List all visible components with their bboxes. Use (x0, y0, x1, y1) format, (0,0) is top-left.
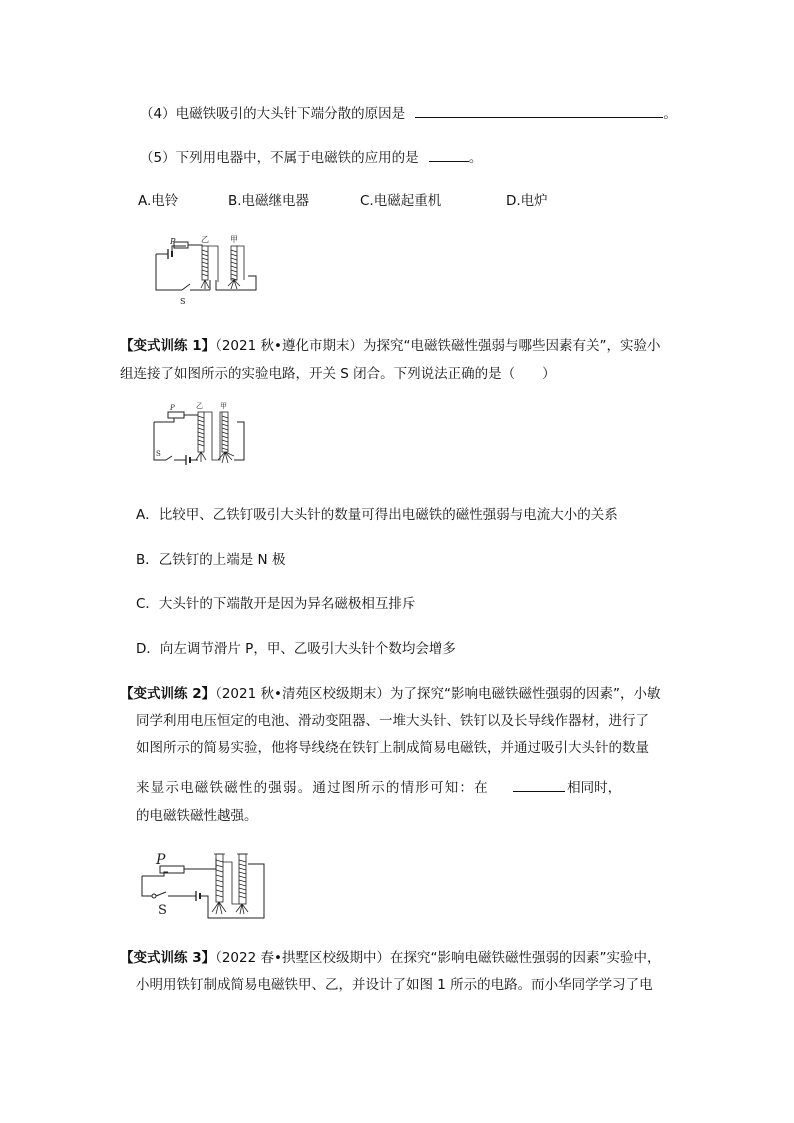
training-2-line-1 (120, 684, 660, 704)
label-yi: 乙 (196, 402, 203, 410)
circuit-figure-2 (140, 400, 260, 478)
training-2-tag: 【变式训练 2】 (120, 686, 216, 702)
label-s: S (180, 297, 186, 306)
label-p: P (170, 237, 176, 246)
training-1-stem: （2021 秋•遵化市期末）为探究“电磁铁磁性强弱与哪些因素有关”，实验小 (215, 338, 661, 354)
label-p: P (156, 852, 166, 868)
question-4-text: （4）电磁铁吸引的大头针下端分散的原因是 (140, 106, 406, 122)
label-p: P (170, 404, 175, 412)
answer-blank (415, 103, 663, 118)
training-3-stem: （2022 春•拱墅区校级期中）在探究“影响电磁铁磁性强弱的因素”实验中， (215, 950, 661, 966)
training-2-line-4 (136, 777, 621, 798)
label-s: S (158, 903, 167, 918)
training-1-option-b: B．乙铁钉的上端是 N 极 (136, 552, 286, 568)
training-3-line-2: 小明用铁钉制成简易电磁铁甲、乙，并设计了如图 1 所示的电路。而小华同学学习了电 (136, 977, 653, 993)
training-2-stem: （2021 秋•清苑区校级期末）为了探究“影响电磁铁磁性强弱的因素”，小敏 (215, 686, 661, 702)
question-4 (140, 103, 677, 124)
q5-option-c: C.电磁起重机 (360, 193, 442, 209)
training-1-tag: 【变式训练 1】 (120, 338, 216, 354)
training-2-line-4-a: 来显示电磁铁磁性的强弱。通过图所示的情形可知：在 (136, 780, 489, 796)
label-jia: 甲 (220, 402, 227, 410)
training-2-line-3: 如图所示的简易实验，他将导线绕在铁钉上制成简易电磁铁，并通过吸引大头针的数量 (136, 740, 649, 756)
training-2-line-4-b: 相同时， (567, 780, 622, 796)
answer-blank (513, 777, 565, 792)
training-1-option-d: D．向左调节滑片 P，甲、乙吸引大头针个数均会增多 (136, 641, 456, 657)
training-1-line-1 (120, 336, 660, 356)
question-5-text: （5）下列用电器中，不属于电磁铁的应用的是 (140, 150, 419, 166)
label-s: S (156, 450, 161, 458)
label-yi: 乙 (201, 235, 209, 244)
circuit-figure-3 (138, 848, 274, 920)
q5-option-d: D.电炉 (506, 193, 548, 209)
label-jia: 甲 (230, 235, 238, 244)
question-4-end: 。 (663, 106, 677, 122)
training-1-option-a: A．比较甲、乙铁钉吸引大头针的数量可得出电磁铁的磁性强弱与电流大小的关系 (136, 507, 618, 523)
q5-option-a: A.电铃 (138, 193, 179, 209)
answer-blank (429, 147, 469, 162)
training-3-tag: 【变式训练 3】 (120, 950, 216, 966)
training-2-line-5: 的电磁铁磁性越强。 (136, 808, 258, 824)
q5-option-b: B.电磁继电器 (228, 193, 310, 209)
question-5-end: 。 (468, 150, 483, 166)
training-1-option-c: C．大头针的下端散开是因为异名磁极相互排斥 (136, 596, 416, 612)
training-1-line-2: 组连接了如图所示的实验电路，开关 S 闭合。下列说法正确的是（ ） (120, 366, 556, 382)
circuit-figure-1 (146, 232, 266, 312)
question-5 (140, 147, 482, 168)
training-3-line-1 (120, 948, 660, 968)
training-2-line-2: 同学利用电压恒定的电池、滑动变阻器、一堆大头针、铁钉以及长导线作器材，进行了 (136, 713, 649, 729)
